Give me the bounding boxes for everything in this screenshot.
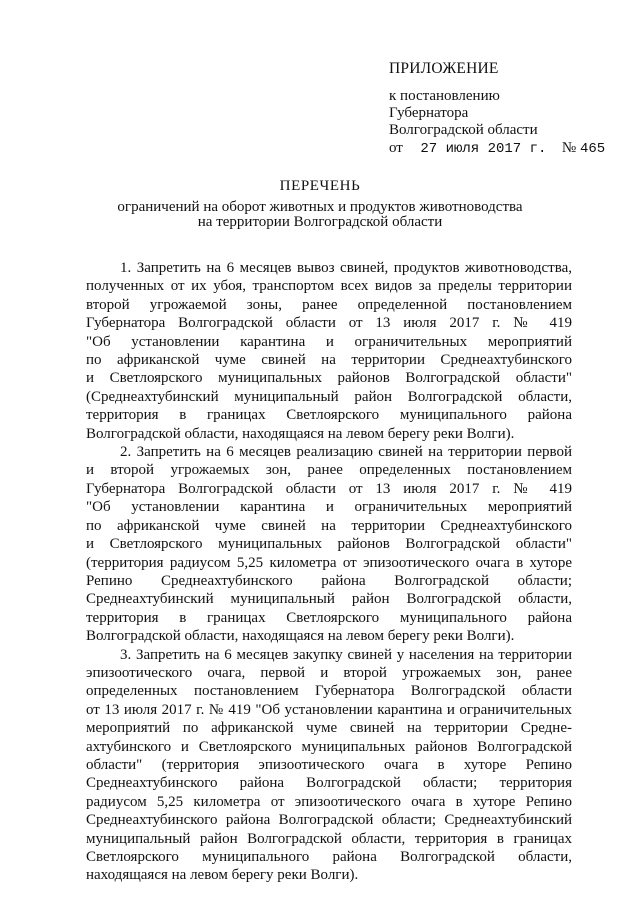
paragraph-1 bbox=[86, 259, 572, 443]
appendix-line: Губернатора bbox=[389, 105, 469, 121]
paragraph-line: Репино Среднеахтубинского района Волгоградской области; bbox=[86, 572, 572, 589]
paragraph-line: Светлоярского муниципального района Волгоградской области, bbox=[86, 849, 572, 865]
paragraph-line: по африканской чуме свиней на территории Среднеахтубинского bbox=[86, 517, 572, 534]
paragraph-line: (территория радиусом 5,25 километра от эпизоотического очага в хуторе bbox=[86, 554, 572, 571]
paragraph-line: 1. Запретить на 6 месяцев вывоз свиней, продуктов животноводства, bbox=[120, 260, 572, 276]
appendix-line: к постановлению bbox=[389, 88, 500, 104]
paragraph-line: территория в границах Светлоярского муниципального района bbox=[86, 407, 572, 424]
paragraph-line: Среднеахтубинский муниципальный район Волгоградской области, bbox=[86, 591, 572, 608]
decree-number: 465 bbox=[579, 141, 606, 157]
paragraph-3 bbox=[86, 646, 572, 885]
paragraph-line: (Среднеахтубинский муниципальный район Волгоградской области, bbox=[86, 388, 572, 405]
paragraph-line: и Светлоярского муниципальных районов Волгоградской области" bbox=[86, 536, 572, 553]
appendix-line: Волгоградской области bbox=[389, 122, 538, 138]
paragraph-line: второй угрожаемой зоны, ранее определенной постановлением bbox=[86, 296, 572, 313]
paragraph-line: определенных постановлением Губернатора Волгоградской области bbox=[86, 683, 572, 700]
paragraph-line: территория в границах Светлоярского муниципального района bbox=[86, 609, 572, 626]
paragraph-line: 3. Запретить на 6 месяцев закупку свиней у населения на территории bbox=[120, 646, 572, 663]
paragraph-line: ахтубинского и Светлоярского муниципальных районов Волгоградской bbox=[86, 738, 572, 755]
document-subtitle-line: на территории Волгоградской области bbox=[197, 214, 443, 230]
paragraph-line: полученных от их убоя, транспортом всех видов за пределы территории bbox=[86, 278, 572, 295]
document-body bbox=[86, 259, 572, 885]
decree-number-label: № bbox=[561, 140, 577, 156]
paragraph-line: эпизоотического очага, первой и второй угрожаемых зон, ранее bbox=[86, 664, 572, 681]
paragraph-line: Волгоградской области, находящаяся на левом берегу реки Волги). bbox=[86, 425, 515, 442]
paragraph-line: Среднеахтубинского района Волгоградской области; Среднеахтубинский bbox=[86, 812, 572, 829]
paragraph-line: Волгоградской области, находящаяся на левом берегу реки Волги). bbox=[86, 628, 515, 645]
paragraph-line: и второй угрожаемых зон, ранее определенных постановлением bbox=[86, 462, 572, 479]
paragraph-2 bbox=[86, 443, 572, 645]
paragraph-line: и Светлоярского муниципальных районов Волгоградской области" bbox=[86, 370, 572, 387]
decree-from-label: от bbox=[389, 140, 403, 156]
paragraph-line: от 13 июля 2017 г. № 419 "Об установлении карантина и ограничительных bbox=[86, 701, 572, 718]
decree-line bbox=[389, 140, 605, 158]
paragraph-line: муниципальный район Волгоградской области, территория в границах bbox=[86, 830, 572, 847]
paragraph-line: "Об установлении карантина и ограничительных мероприятий bbox=[86, 333, 572, 350]
paragraph-line: Среднеахтубинского района Волгоградской области; территория bbox=[86, 775, 572, 792]
paragraph-line: по африканской чуме свиней на территории Среднеахтубинского bbox=[86, 352, 572, 369]
paragraph-line: "Об установлении карантина и ограничительных мероприятий bbox=[86, 499, 572, 516]
paragraph-line: 2. Запретить на 6 месяцев реализацию свиней на территории первой bbox=[120, 444, 572, 461]
paragraph-line: радиусом 5,25 километра от эпизоотического очага в хуторе Репино bbox=[86, 793, 572, 810]
appendix-title: ПРИЛОЖЕНИЕ bbox=[389, 60, 499, 77]
paragraph-line: Губернатора Волгоградской области от 13 июля 2017 г. № 419 bbox=[86, 315, 572, 332]
decree-date: 27 июля 2017 г. bbox=[420, 141, 547, 157]
document-title: ПЕРЕЧЕНЬ bbox=[279, 178, 361, 194]
paragraph-line: мероприятий по африканской чуме свиней на территории Средне- bbox=[86, 720, 572, 737]
paragraph-line: Губернатора Волгоградской области от 13 июля 2017 г. № 419 bbox=[86, 480, 572, 497]
paragraph-line: области" (территория эпизоотического очага в хуторе Репино bbox=[86, 756, 572, 773]
appendix-block bbox=[389, 60, 538, 139]
paragraph-line: находящаяся на левом берегу реки Волги). bbox=[86, 867, 359, 884]
document-subtitle-line: ограничений на оборот животных и продуктов животноводства bbox=[117, 199, 523, 215]
